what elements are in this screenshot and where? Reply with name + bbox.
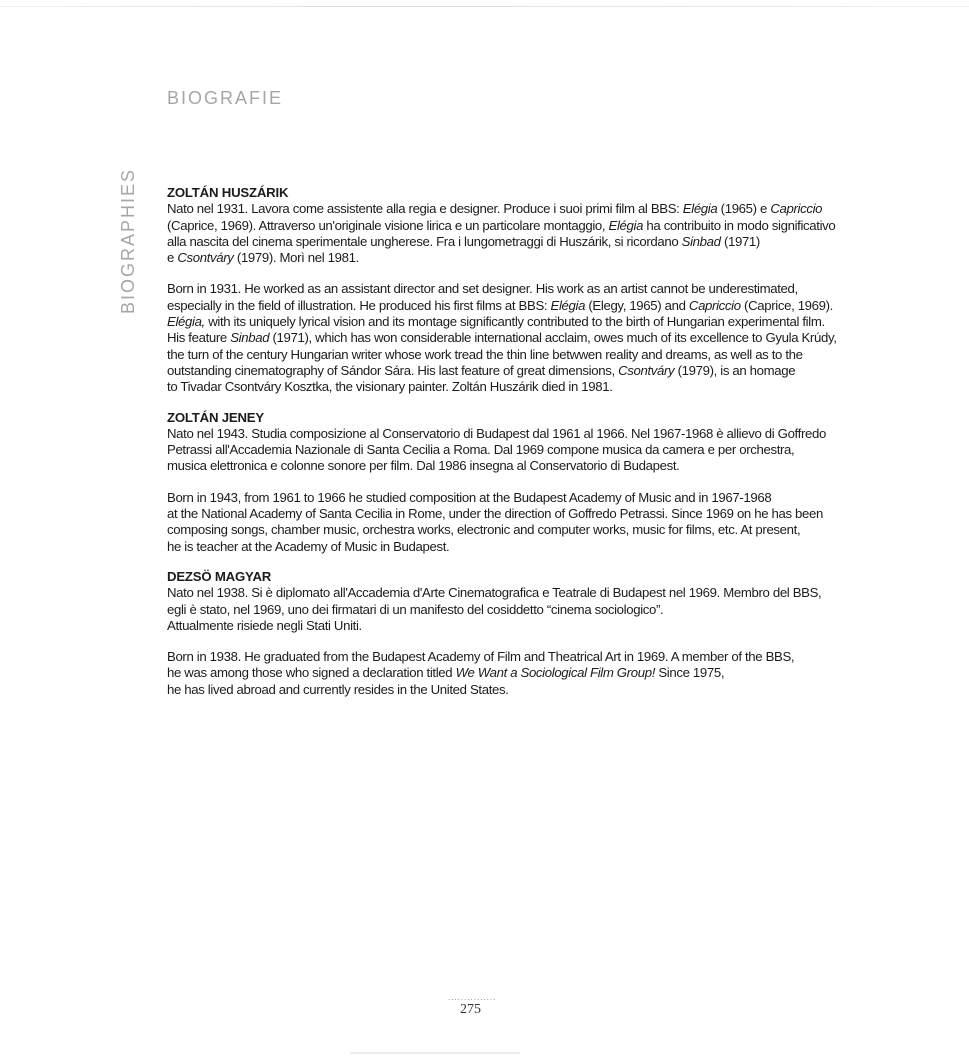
bottom-smudge <box>350 1052 520 1054</box>
text-line: Nato nel 1943. Studia composizione al Conservatorio di Budapest dal 1961 al 1966. Nel 1967-1968 è allievo di Goffredo <box>167 425 826 441</box>
biography-paragraph <box>167 585 867 634</box>
text-line: Born in 1938. He graduated from the Budapest Academy of Film and Theatrical Art in 1969. A member of the BBS, <box>167 649 795 665</box>
biography-name: DEZSÖ MAGYAR <box>167 568 272 584</box>
text-line: Attualmente risiede negli Stati Uniti. <box>167 617 362 633</box>
text-line: Born in 1931. He worked as an assistant director and set designer. His work as an artist cannot be underestimated, <box>167 281 798 297</box>
text-line: (Caprice, 1969). Attraverso un'originale visione lirica e un particolare montaggio, Elégia ha contribuito in modo significativo <box>167 217 836 233</box>
text-line: outstanding cinematography of Sándor Sára. His last feature of great dimensions, Csontváry (1979), is an homage <box>167 362 796 378</box>
text-line: especially in the field of illustration. He produced his first films at BBS: Elégia (Elegy, 1965) and Capriccio (Caprice, 1969). <box>167 297 833 313</box>
text-line: Petrassi all'Accademia Nazionale di Santa Cecilia a Roma. Dal 1969 compone musica da camera e per orchestra, <box>167 442 795 458</box>
side-label: BIOGRAPHIES <box>118 167 138 314</box>
top-edge-rule <box>0 6 969 7</box>
text-line: Elégia, with its uniquely lyrical vision and its montage significantly contributed to the birth of Hungarian experimental film. <box>167 314 825 330</box>
biographies-content <box>167 185 867 712</box>
biography-paragraph <box>167 649 867 698</box>
biography-entry <box>167 410 867 555</box>
text-line: at the National Academy of Santa Cecilia in Rome, under the direction of Goffredo Petrassi. Since 1969 on he has been <box>167 506 823 522</box>
text-line: egli è stato, nel 1969, uno dei firmatari di un manifesto del cosiddetto “cinema sociologico”. <box>167 601 664 617</box>
text-line: alla nascita del cinema sperimentale ungherese. Fra i lungometraggi di Huszárik, si ricordano Sinbad (1971) <box>167 233 760 249</box>
text-line: the turn of the century Hungarian writer whose work tread the thin line betwwen reality and dreams, as well as to the <box>167 346 803 362</box>
biography-paragraph <box>167 426 867 475</box>
text-line: His feature Sinbad (1971), which has won considerable international acclaim, owes much of its excellence to Gyula Krúdy, <box>167 330 837 346</box>
biography-name: ZOLTÁN HUSZÁRIK <box>167 185 289 200</box>
biography-entry <box>167 569 867 698</box>
text-line: e Csontváry (1979). Morì nel 1981. <box>167 250 359 266</box>
text-line: to Tivadar Csontváry Kosztka, the visionary painter. Zoltán Huszárik died in 1981. <box>167 379 613 395</box>
footer-dots: ............... <box>448 993 497 1002</box>
text-line: he was among those who signed a declaration titled We Want a Sociological Film Group! Since 1975, <box>167 665 725 681</box>
text-line: Nato nel 1931. Lavora come assistente alla regia e designer. Produce i suoi primi film al BBS: Elégia (1965) e Capriccio <box>167 201 823 217</box>
page-number: 275 <box>460 1002 481 1017</box>
biography-paragraph <box>167 281 867 395</box>
text-line: musica elettronica e colonne sonore per film. Dal 1986 insegna al Conservatorio di Budapest. <box>167 458 680 474</box>
biography-paragraph <box>167 201 867 266</box>
text-line: he is teacher at the Academy of Music in Budapest. <box>167 538 450 554</box>
page-heading: BIOGRAFIE <box>167 88 284 108</box>
text-line: he has lived abroad and currently resides in the United States. <box>167 681 509 697</box>
biography-paragraph <box>167 490 867 555</box>
biography-name: ZOLTÁN JENEY <box>167 409 265 425</box>
text-line: Born in 1943, from 1961 to 1966 he studied composition at the Budapest Academy of Music and in 1967-1968 <box>167 489 772 505</box>
text-line: composing songs, chamber music, orchestra works, electronic and computer works, music for films, etc. At present, <box>167 522 801 538</box>
text-line: Nato nel 1938. Si è diplomato all'Accademia d'Arte Cinematografica e Teatrale di Budapest nel 1969. Membro del BBS, <box>167 585 822 601</box>
biography-entry <box>167 185 867 396</box>
